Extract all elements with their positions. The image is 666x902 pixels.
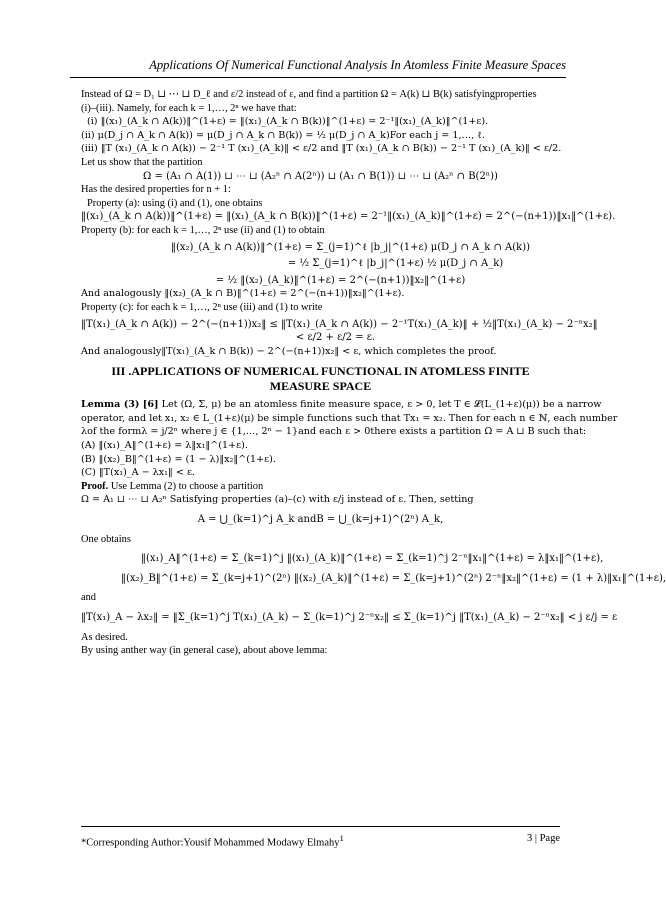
text-line: And analogously ‖(x₂)_(A_k ∩ B)‖^(1+ε) = 2^(−(n+1))‖x₂‖^(1+ε). — [81, 288, 405, 300]
text-line: Let us show that the partition — [81, 156, 203, 168]
equation-property-b-1: ‖(x₂)_(A_k ∩ A(k))‖^(1+ε) = Σ_(j=1)^ℓ |b_j|^(1+ε) μ(D_j ∩ A_k ∩ A(k)) — [170, 241, 531, 253]
proof-label: Proof. — [81, 480, 109, 492]
equation-norm-b: ‖(x₂)_B‖^(1+ε) = Σ_(k=j+1)^(2ⁿ) ‖(x₂)_(A_k)‖^(1+ε) = Σ_(k=j+1)^(2ⁿ) 2⁻ⁿ‖x₂‖^(1+ε) = (1 + λ)‖x₁‖^(1+ε), — [121, 572, 666, 584]
text-line: (i)–(iii). Namely, for each k = 1,…, 2ⁿ we have that: — [81, 102, 297, 114]
equation-property-b-3: = ½ ‖(x₂)_(A_k)‖^(1+ε) = 2^(−(n+1))‖x₂‖^(1+ε) — [215, 274, 466, 286]
property-i: (i) ‖(x₁)_(A_k ∩ A(k))‖^(1+ε) = ‖(x₁)_(A_k ∩ B(k))‖^(1+ε) = 2⁻¹‖(x₁)_(A_k)‖^(1+ε). — [87, 116, 489, 128]
text-line: And analogously‖T(x₁)_(A_k ∩ B(k)) − 2^(−(n+1))x₂‖ < ε, which completes the proof. — [81, 345, 497, 357]
text-line: λof the formλ = j/2ⁿ where j ∈ {1,…, 2ⁿ − 1}and each ε > 0there exists a partition Ω = A ⊔ B such that: — [81, 426, 587, 438]
text-line: operator, and let x₁, x₂ ∈ L_(1+ε)(μ) be simple functions such that Tx₁ = x₂. Then for each n ∈ ℕ, each number — [81, 412, 618, 424]
text-line: Property (b): for each k = 1,…, 2ⁿ use (ii) and (1) to obtain — [81, 224, 325, 236]
proof-start — [81, 480, 560, 494]
text-line: By using anther way (in general case), about above lemma: — [81, 645, 328, 657]
equation-property-a: ‖(x₁)_(A_k ∩ A(k))‖^(1+ε) = ‖(x₁)_(A_k ∩ B(k))‖^(1+ε) = 2⁻¹‖(x₁)_(A_k)‖^(1+ε) = 2^(−(n+1))‖x₁‖^(1+ε). — [81, 211, 616, 223]
text-line: Ω = A₁ ⊔ ⋯ ⊔ A₂ⁿ Satisfying properties (a)–(c) with ε/j instead of ε. Then, setting — [81, 494, 474, 506]
lemma-item-b: (B) ‖(x₂)_B‖^(1+ε) = (1 − λ)‖x₂‖^(1+ε). — [81, 453, 276, 465]
equation-operator-bound: ‖T(x₁)_A − λx₂‖ = ‖Σ_(k=1)^j T(x₁)_(A_k) − Σ_(k=1)^j 2⁻ⁿx₂‖ ≤ Σ_(k=1)^j ‖T(x₁)_(A_k) − 2⁻ⁿx₂‖ < j ε/j = ε — [81, 612, 618, 623]
equation-property-b-2: = ½ Σ_(j=1)^ℓ |b_j|^(1+ε) ½ μ(D_j ∩ A_k) — [287, 258, 504, 270]
author-superscript: 1 — [339, 833, 344, 843]
text-line: Property (a): using (i) and (1), one obtains — [87, 197, 263, 209]
text-line: As desired. — [81, 631, 128, 643]
property-ii: (ii) μ(D_j ∩ A_k ∩ A(k)) = μ(D_j ∩ A_k ∩ B(k)) = ½ μ(D_j ∩ A_k)For each j = 1,…, ℓ. — [81, 129, 485, 141]
author-name: *Corresponding Author:Yousif Mohammed Modawy Elmahy — [81, 837, 340, 849]
text-line: Property (c): for each k = 1,…, 2ⁿ use (iii) and (1) to write — [81, 301, 323, 313]
equation-property-c-1: ‖T(x₁)_(A_k ∩ A(k)) − 2^(−(n+1))x₂‖ ≤ ‖T(x₁)_(A_k ∩ A(k)) − 2⁻¹T(x₁)_(A_k)‖ + ½‖T(x₁)_(A_k) − 2⁻ⁿx₂‖ — [81, 318, 598, 330]
equation-norm-a: ‖(x₁)_A‖^(1+ε) = Σ_(k=1)^j ‖(x₁)_(A_k)‖^(1+ε) = Σ_(k=1)^j 2⁻ⁿ‖x₁‖^(1+ε) = λ‖x₁‖^(1+ε), — [141, 553, 604, 565]
lemma-item-a: (A) ‖(x₁)_A‖^(1+ε) = λ‖x₁‖^(1+ε). — [81, 440, 248, 452]
corresponding-author — [81, 833, 344, 849]
running-header: Applications Of Numerical Functional Analysis In Atomless Finite Measure Spaces — [70, 58, 566, 78]
property-iii: (iii) ‖T (x₁)_(A_k ∩ A(k)) − 2⁻¹ T (x₁)_(A_k)‖ < ε/2 and ‖T (x₁)_(A_k ∩ B(k)) − 2⁻¹ T (x₁)_(A_k)‖ < ε/2. — [81, 143, 562, 155]
page-body — [81, 88, 666, 658]
text-line: Has the desired properties for n + 1: — [81, 184, 231, 196]
equation-partition: Ω = (A₁ ∩ A(1)) ⊔ ⋯ ⊔ (A₂ⁿ ∩ A(2ⁿ)) ⊔ (A₁ ∩ B(1)) ⊔ ⋯ ⊔ (A₂ⁿ ∩ B(2ⁿ)) — [143, 170, 498, 182]
equation-property-c-2: < ε/2 + ε/2 = ε. — [295, 332, 376, 344]
section-heading: III .APPLICATIONS OF NUMERICAL FUNCTIONAL IN ATOMLESS FINITE MEASURE SPACE — [111, 364, 530, 394]
text-line: Instead of Ω = D₁ ⊔ ⋯ ⊔ D_ℓ and ε/2 instead of ε, and find a partition Ω = A(k) ⊔ B(k) satisfyingproperties — [81, 89, 537, 100]
page-number: 3 | Page — [526, 833, 560, 844]
page-footer — [81, 826, 560, 849]
lemma-text: Let (Ω, Σ, μ) be an atomless finite measure space, ε > 0, let T ∈ 𝓛(L_(1+ε)(μ)) be a narrow — [158, 399, 602, 411]
lemma-label: Lemma (3) [6] — [81, 399, 159, 411]
equation-sets-a-b: A = ⋃_(k=1)^j A_k andB = ⋃_(k=j+1)^(2ⁿ) A_k, — [197, 514, 444, 526]
lemma-statement — [81, 398, 602, 412]
text-line: One obtains — [81, 533, 131, 545]
proof-text: Use Lemma (2) to choose a partition — [108, 480, 264, 492]
text-line: and — [81, 592, 97, 604]
lemma-item-c: (C) ‖T(x₁)_A − λx₁‖ < ε. — [81, 467, 195, 479]
